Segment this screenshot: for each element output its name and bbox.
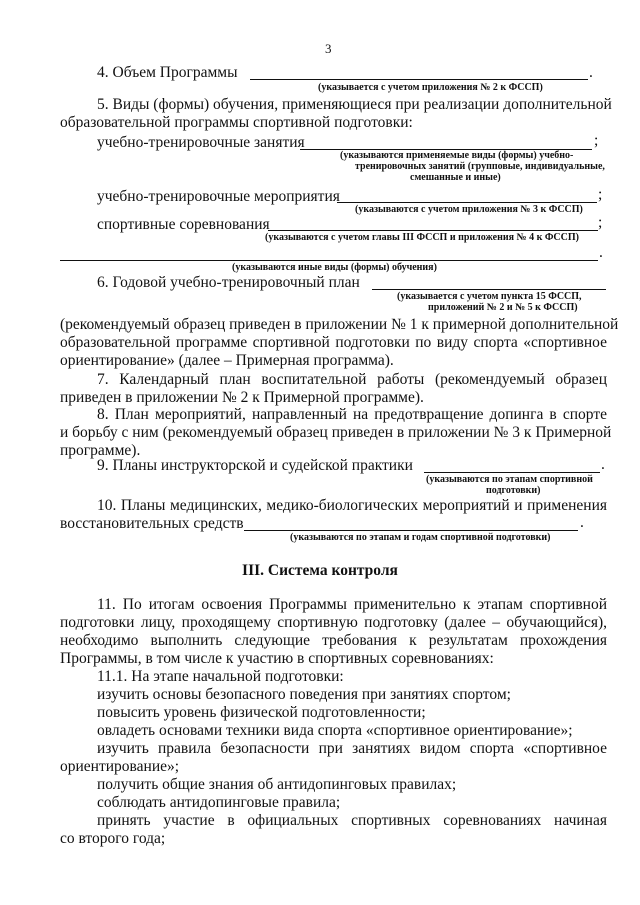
- item9-fill-line: [424, 472, 600, 473]
- competitions-label: спортивные соревнования: [97, 216, 270, 233]
- requirement-4-line2: ориентирование»;: [60, 758, 180, 775]
- item6-line1: (рекомендуемый образец приведен в приложении № 1 к примерной дополнительной: [60, 316, 619, 333]
- item6-hint2: приложений № 2 и № 5 к ФССП): [428, 302, 578, 313]
- item6-hint1: (указывается с учетом пункта 15 ФССП,: [397, 291, 582, 302]
- item10-end: .: [580, 514, 584, 531]
- item6-line3: ориентирование» (далее – Примерная программа).: [60, 352, 394, 369]
- item9-label: 9. Планы инструкторской и судейской практики: [97, 457, 413, 474]
- item11-line1: 11. По итогам освоения Программы применительно к этапам спортивной: [97, 596, 607, 613]
- item6-fill-line: [372, 289, 606, 290]
- other-forms-end: .: [599, 244, 603, 261]
- item9-hint1: (указываются по этапам спортивной: [426, 474, 593, 485]
- training-events-fill-line: [337, 202, 597, 203]
- item5-line1: 5. Виды (формы) обучения, применяющиеся при реализации дополнительной: [97, 96, 612, 113]
- other-forms-fill-line: [60, 260, 598, 261]
- training-sessions-end: ;: [594, 132, 599, 149]
- item10-hint: (указываются по этапам и годам спортивной подготовки): [290, 532, 551, 543]
- item4-fill-line: [250, 79, 588, 80]
- competitions-fill-line: [268, 230, 598, 231]
- training-events-hint: (указываются с учетом приложения № 3 к ФССП): [355, 204, 583, 215]
- requirement-6: соблюдать антидопинговые правила;: [97, 794, 341, 811]
- requirement-5: получить общие знания об антидопинговых правилах;: [97, 776, 457, 793]
- item7-line2: приведен в приложении № 2 к Примерной программе).: [60, 389, 424, 406]
- requirement-3: овладеть основами техники вида спорта «спортивное ориентирование»;: [97, 722, 573, 739]
- item4-label: 4. Объем Программы: [97, 64, 238, 81]
- item10-label2: восстановительных средств: [60, 515, 244, 532]
- training-events-end: ;: [598, 186, 603, 203]
- item4-hint: (указывается с учетом приложения № 2 к ФССП): [318, 82, 543, 93]
- item8-line1: 8. План мероприятий, направленный на предотвращение допинга в спорте: [97, 406, 607, 423]
- item10-fill-line: [244, 530, 578, 531]
- page-number: 3: [325, 41, 332, 56]
- item11-line3: необходимо выполнить следующие требования к результатам прохождения: [60, 632, 607, 649]
- item6-line2: образовательной программе спортивной подготовки по виду спорта «спортивное: [60, 334, 607, 351]
- item7-line1: 7. Календарный план воспитательной работы (рекомендуемый образец: [97, 371, 607, 388]
- item9-hint2: подготовки): [486, 485, 541, 496]
- item11-line2: подготовки лицу, проходящему спортивную подготовку (далее – обучающийся),: [60, 614, 607, 631]
- requirement-7-line2: со второго года;: [60, 830, 166, 847]
- training-sessions-hint1: (указываются применяемые виды (формы) учебно-: [340, 150, 574, 161]
- item8-line2: и борьбу с ним (рекомендуемый образец приведен в приложении № 3 к Примерной: [60, 424, 612, 441]
- requirement-4-line1: изучить правила безопасности при занятиях видом спорта «спортивное: [97, 740, 607, 757]
- training-sessions-hint3: смешанные и иные): [410, 172, 501, 183]
- competitions-end: ;: [598, 214, 603, 231]
- item6-label: 6. Годовой учебно-тренировочный план: [97, 274, 360, 291]
- item11-subheading: 11.1. На этапе начальной подготовки:: [97, 668, 344, 685]
- item9-end: .: [601, 456, 605, 473]
- training-events-label: учебно-тренировочные мероприятия: [97, 188, 340, 205]
- item5-line2: образовательной программы спортивной подготовки:: [60, 114, 413, 131]
- item10-line1: 10. Планы медицинских, медико-биологических мероприятий и применения: [97, 497, 607, 514]
- requirement-2: повысить уровень физической подготовленности;: [97, 704, 426, 721]
- item8-line3: программе).: [60, 442, 141, 459]
- requirement-1: изучить основы безопасного поведения при занятиях спортом;: [97, 686, 511, 703]
- training-sessions-hint2: тренировочных занятий (групповые, индивидуальные,: [355, 161, 605, 172]
- section-title: III. Система контроля: [242, 562, 398, 579]
- training-sessions-label: учебно-тренировочные занятия: [97, 134, 305, 151]
- item11-line4: Программы, в том числе к участию в спортивных соревнованиях:: [60, 650, 494, 667]
- requirement-7-line1: принять участие в официальных спортивных соревнованиях начиная: [97, 812, 607, 829]
- competitions-hint: (указываются с учетом главы III ФССП и приложения № 4 к ФССП): [265, 232, 579, 243]
- other-forms-hint: (указываются иные виды (формы) обучения): [232, 262, 437, 273]
- item4-end: .: [589, 64, 593, 81]
